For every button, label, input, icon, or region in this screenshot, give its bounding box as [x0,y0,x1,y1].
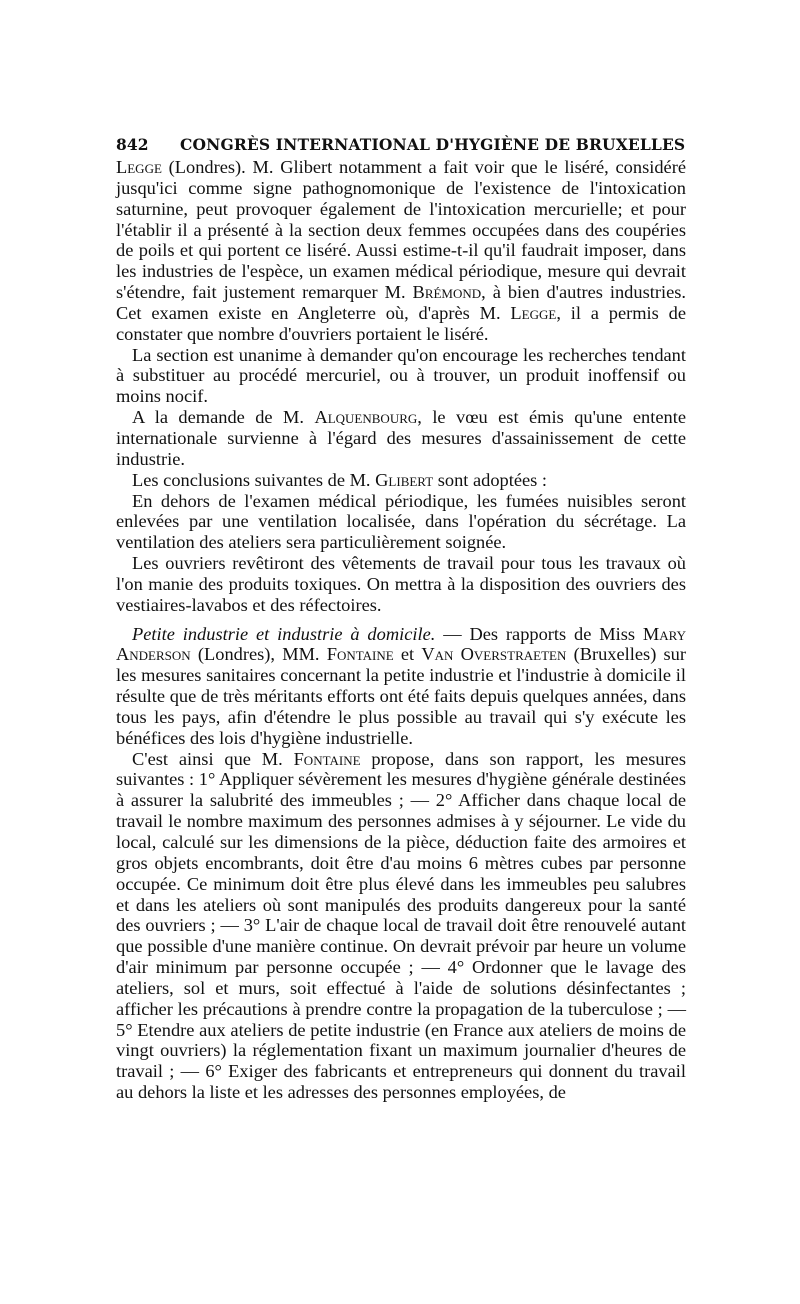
person-name: Alquenbourg [314,407,418,428]
running-head [116,134,686,156]
text-run: et [393,644,422,665]
paragraph [116,491,686,554]
person-name: Legge [116,157,162,177]
running-title: CONGRÈS INTERNATIONAL D'HYGIÈNE DE BRUXELLES [180,135,686,154]
paragraph [116,749,686,1103]
paragraph [116,470,686,491]
italic-heading: Petite industrie et industrie à domicile. [132,623,436,644]
text-run: , le vœu est émis qu'une entente internationale survienne à l'égard des mesures d'assainissement de cette industrie. [116,407,686,469]
person-name: Van Overstraeten [421,644,567,665]
paragraph [116,345,686,408]
text-run: (Londres). M. Glibert notamment a fait voir que le liséré, considéré jusqu'ici comme signe pathognomonique de l'existence de l'intoxication saturnine, peut provoquer également de l'intoxication mercurielle; et pour l'établir il a présenté à la section deux femmes occupées dans des coupéries de poils et qui portent ce liséré. Aussi estime-t-il qu'il faudrait imposer, dans les industries de l'espèce, un examen médical périodique, mesure qui devrait s'étendre, fait justement remarquer M. [116,157,686,303]
person-name: Fontaine [293,748,361,769]
paragraph [116,624,686,749]
person-name: Legge [510,302,557,323]
text-run: propose, dans son rapport, les mesures suivantes : 1° Appliquer sévèrement les mesures d'hygiène générale destinées à assurer la salubrité des immeubles ; — 2° Afficher dans chaque local de travail le nombre maximum des personnes admises à y séjourner. Le vide du local, calculé sur les dimensions de la pièce, déduction faite des armoires et gros objets encombrants, doit être d'au moins 6 mètres cubes par personne occupée. Ce minimum doit être plus élevé dans les immeubles peu salubres et dans les ateliers où sont manipulés des produits dangereux pour la santé des ouvriers ; — 3° L'air de chaque local de travail doit être renouvelé autant que possible d'une manière continue. On devrait prévoir par heure un volume d'air minimum par personne occupée ; — 4° Ordonner que le lavage des ateliers, sol et murs, soit effectué à l'aide de solutions désinfectantes ; afficher les précautions à prendre contre la propagation de la tuberculose ; — 5° Etendre aux ateliers de petite industrie (en France aux ateliers de moins de vingt ouvriers) la réglementation fixant un maximum journalier d'heures de travail ; — 6° Exiger des fabricants et entrepreneurs qui donnent du travail au dehors la liste et les adresses des personnes employées, de [116,748,686,1103]
paragraph [116,157,686,345]
text-run: , il a permis de constater que nombre d'ouvriers portaient le liséré. [116,302,686,344]
person-name: Brémond [412,282,482,303]
text-run: (Londres), MM. [190,644,327,665]
person-name: Mary Anderson [116,623,686,665]
text-run: Les ouvriers revêtiront des vêtements de travail pour tous les travaux où l'on manie des produits toxiques. On mettra à la disposition des ouvriers des vestiaires-lavabos et des réfectoires. [116,553,686,615]
page-number: 842 [116,135,149,154]
paragraph [116,553,686,616]
person-name: Glibert [375,469,434,490]
paragraph [116,407,686,470]
text-run: Les conclusions suivantes de M. [132,469,376,490]
text-run: — Des rapports de Miss [435,623,643,644]
text-run: La section est unanime à demander qu'on encourage les recherches tendant à substituer au procédé mercuriel, ou à trouver, un produit inoffensif ou moins nocif. [116,344,686,407]
body-text [116,157,686,1103]
text-run: (Bruxelles) sur les mesures sanitaires concernant la petite industrie et l'industrie à domicile il résulte que de très méritants efforts ont été faits depuis quelques années, dans tous les pays, afin d'étendre le plus possible au travail qui s'y exécute les bénéfices des lois d'hygiène industrielle. [116,644,686,748]
text-run: sont adoptées : [433,469,548,490]
book-page [116,134,686,1103]
person-name: Fontaine [326,644,394,665]
text-run: En dehors de l'examen médical périodique, les fumées nuisibles seront enlevées par une ventilation localisée, dans l'opération du sécrétage. La ventilation des ateliers sera particulièrement soignée. [116,490,686,553]
text-run: A la demande de M. [132,407,315,428]
text-run: , à bien d'autres industries. Cet examen existe en Angleterre où, d'après M. [116,282,686,323]
text-run: C'est ainsi que M. [132,748,294,769]
